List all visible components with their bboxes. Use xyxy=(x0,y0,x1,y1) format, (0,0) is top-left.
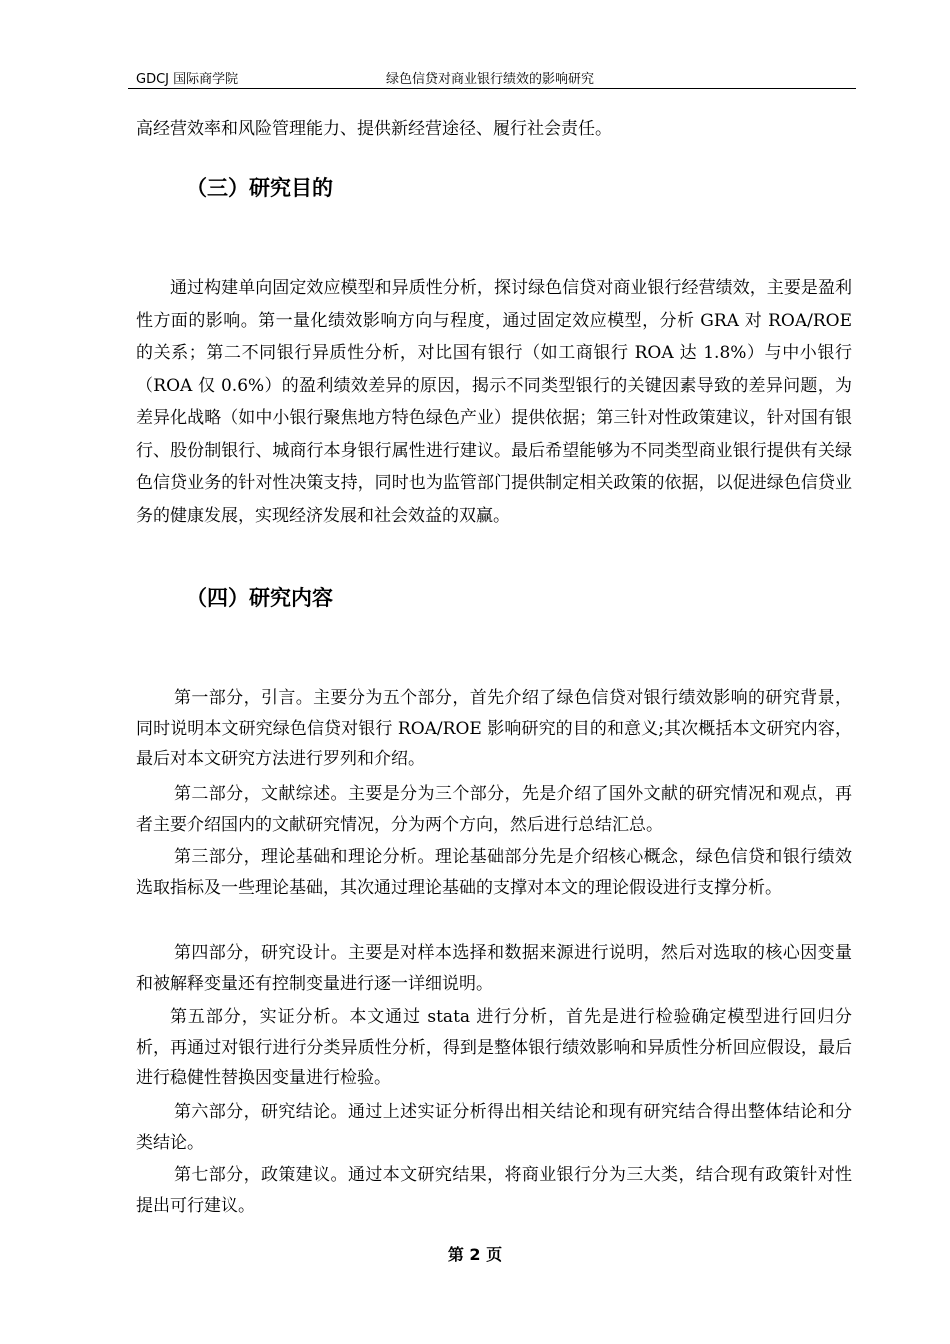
page-number: 第 2 页 xyxy=(447,1245,503,1264)
continued-text-line: 高经营效率和风险管理能力、提供新经营途径、履行社会责任。 xyxy=(136,119,612,139)
content-paragraph-3: 第三部分，理论基础和理论分析。理论基础部分先是介绍核心概念，绿色信贷和银行绩效选取指标及一些理论基础，其次通过理论基础的支撑对本文的理论假设进行支撑分析。 xyxy=(136,847,852,898)
content-paragraph-6: 第六部分，研究结论。通过上述实证分析得出相关结论和现有研究结合得出整体结论和分类结论。 xyxy=(136,1102,852,1153)
content-paragraph-5: 第五部分，实证分析。本文通过 stata 进行分析，首先是进行检验确定模型进行回归分析，再通过对银行进行分类异质性分析，得到是整体银行绩效影响和异质性分析回应假设，最后进行稳健性替换因变量进行检验。 xyxy=(136,1007,852,1088)
content-paragraph-1: 第一部分，引言。主要分为五个部分，首先介绍了绿色信贷对银行绩效影响的研究背景，同时说明本文研究绿色信贷对银行 ROA/ROE 影响研究的目的和意义;其次概括本文研究内容，最后对本文研究方法进行罗列和介绍。 xyxy=(136,688,852,769)
content-paragraph-4: 第四部分，研究设计。主要是对样本选择和数据来源进行说明，然后对选取的核心因变量和被解释变量还有控制变量进行逐一详细说明。 xyxy=(136,943,852,994)
section-3-paragraph: 通过构建单向固定效应模型和异质性分析，探讨绿色信贷对商业银行经营绩效，主要是盈利性方面的影响。第一量化绩效影响方向与程度，通过固定效应模型，分析 GRA 对 ROA/ROE 的关系；第二不同银行异质性分析，对比国有银行（如工商银行 ROA 达 1.8%）与中小银行（ROA 仅 0.6%）的盈利绩效差异的原因，揭示不同类型银行的关键因素导致的差异问题，为差异化战略（如中小银行聚焦地方特色绿色产业）提供依据；第三针对性政策建议，针对国有银行、股份制银行、城商行本身银行属性进行建议。最后希望能够为不同类型商业银行提供有关绿色信贷业务的针对性决策支持，同时也为监管部门提供制定相关政策的依据，以促进绿色信贷业务的健康发展，实现经济发展和社会效益的双赢。 xyxy=(136,278,852,526)
section-4-heading: （四）研究内容 xyxy=(186,586,333,610)
header-title: 绿色信贷对商业银行绩效的影响研究 xyxy=(386,72,595,87)
page-header xyxy=(128,66,856,89)
section-3-heading: （三）研究目的 xyxy=(186,176,333,200)
content-paragraph-2: 第二部分，文献综述。主要是分为三个部分，先是介绍了国外文献的研究情况和观点，再者主要介绍国内的文献研究情况，分为两个方向，然后进行总结汇总。 xyxy=(136,784,852,835)
content-paragraph-7: 第七部分，政策建议。通过本文研究结果，将商业银行分为三大类，结合现有政策针对性提出可行建议。 xyxy=(136,1165,852,1216)
header-institution: GDCJ 国际商学院 xyxy=(136,72,239,87)
